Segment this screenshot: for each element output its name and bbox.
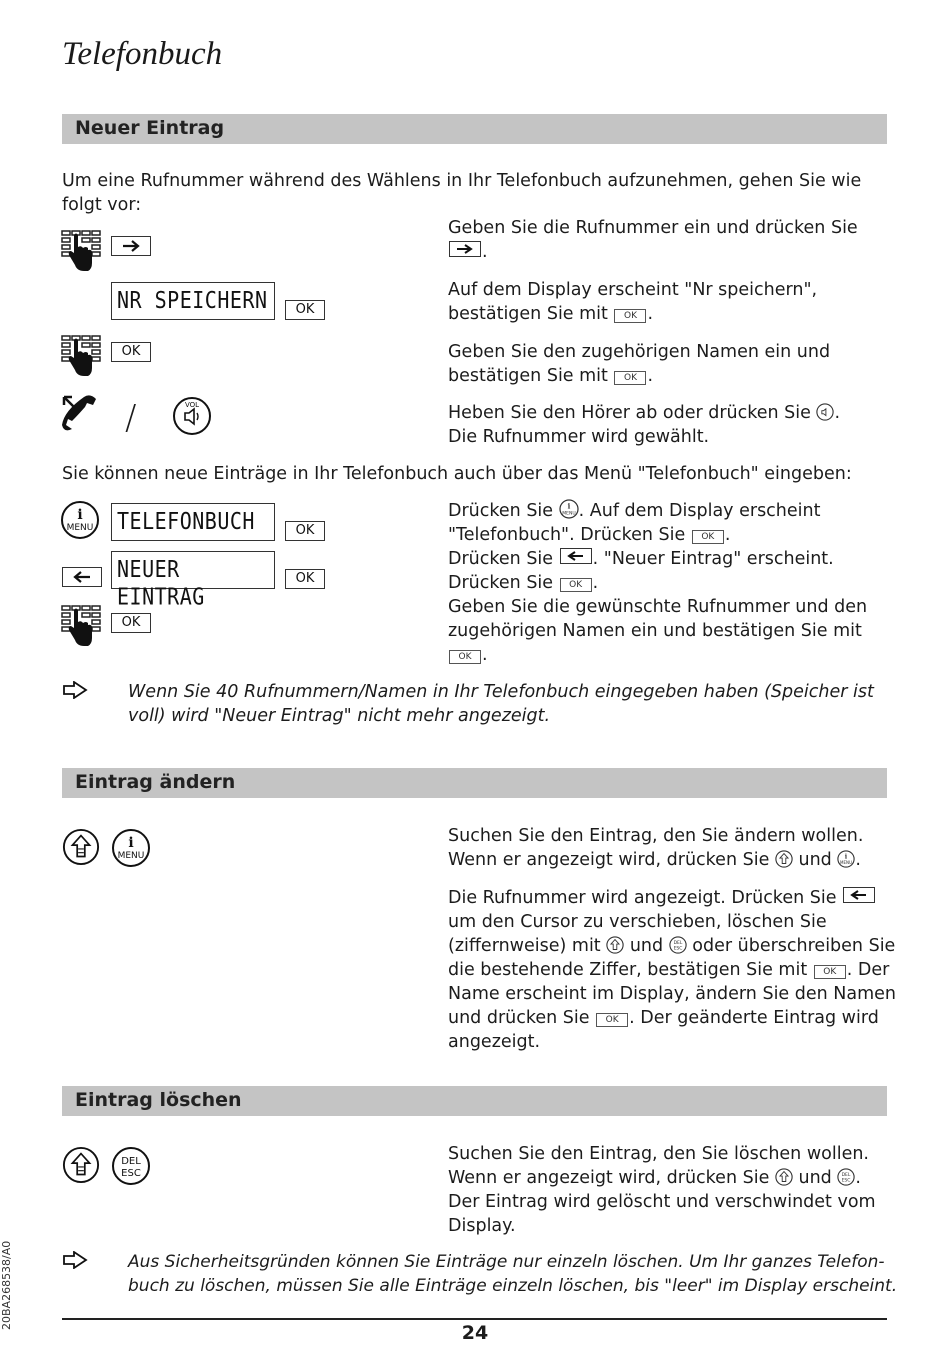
aendern-paragraph-2: [448, 886, 896, 1054]
ok-key-icon: OK: [560, 578, 592, 592]
note-line: voll) wird "Neuer Eintrag" nicht mehr angezeigt.: [128, 706, 551, 726]
svg-text:ESC: ESC: [673, 946, 683, 952]
phonebook-up-icon: [775, 1168, 793, 1186]
step-text: um den Cursor zu verschieben, löschen Sie: [448, 912, 827, 932]
step-text: Drücken Sie: [448, 501, 554, 521]
section-header-eintrag-aendern: [62, 768, 887, 798]
step-enter-name: Geben Sie den zugehörigen Namen ein und bestätigen Sie mit OK .: [448, 342, 831, 386]
display-text: NR SPEICHERN: [117, 286, 268, 314]
arrow-right-key-icon: [449, 241, 481, 257]
menu-info-icon: [837, 850, 855, 868]
arrow-right-icon: [121, 239, 141, 253]
svg-text:MENU: MENU: [561, 511, 576, 517]
intro-line: Um eine Rufnummer während des Wählens in Ihr Telefonbuch aufzunehmen, gehen Sie wie: [62, 171, 862, 191]
step-text: Display.: [448, 1216, 516, 1236]
note-line: Aus Sicherheitsgründen können Sie Einträge nur einzeln löschen. Um Ihr ganzes Telefon-: [128, 1252, 885, 1272]
aendern-paragraph-1: Suchen Sie den Eintrag, den Sie ändern wollen. Wenn er angezeigt wird, drücken Sie und i MENU .: [448, 826, 864, 870]
phonebook-up-icon: [606, 936, 624, 954]
step-text: Suchen Sie den Eintrag, den Sie ändern wollen.: [448, 826, 864, 846]
step-text: Drücken Sie: [448, 549, 554, 569]
menu-info-icon: [559, 499, 579, 519]
intro-line: folgt vor:: [62, 195, 142, 215]
display-telefonbuch: [111, 503, 275, 541]
arrow-left-icon: [72, 570, 92, 584]
step-text: angezeigt.: [448, 1032, 541, 1052]
phonebook-up-icon[interactable]: [62, 1146, 100, 1184]
handset-icon[interactable]: [60, 393, 100, 433]
svg-text:i: i: [845, 853, 848, 861]
step-text: Die Rufnummer wird angezeigt. Drücken Sie: [448, 888, 837, 908]
step-text: Name erscheint im Display, ändern Sie den Namen: [448, 984, 897, 1004]
footer-rule: [62, 1318, 887, 1320]
page-title: Telefonbuch: [62, 36, 223, 72]
svg-text:DEL: DEL: [673, 941, 683, 947]
step-enter-number: [448, 216, 858, 264]
step-text: . Der: [846, 960, 890, 980]
step-text: Wenn er angezeigt wird, drücken Sie: [448, 850, 770, 870]
volume-speaker-icon[interactable]: [172, 396, 212, 436]
step-text: Der Eintrag wird gelöscht und verschwindet vom: [448, 1192, 876, 1212]
step-text: Wenn er angezeigt wird, drücken Sie: [448, 1168, 770, 1188]
step-text: Auf dem Display erscheint "Nr speichern",: [448, 280, 818, 300]
arrow-left-key-icon: [843, 887, 875, 903]
del-esc-icon: [837, 1168, 855, 1186]
step-text: . Der geänderte Eintrag wird: [629, 1008, 879, 1028]
step-text: und: [798, 850, 832, 870]
step-text: . Auf dem Display erscheint: [578, 501, 821, 521]
display-text: TELEFONBUCH: [117, 507, 255, 535]
intro-paragraph: [62, 169, 861, 217]
svg-text:MENU: MENU: [117, 851, 145, 861]
menu-steps: Drücken Sie i MENU . Auf dem Display erscheint "Telefonbuch". Drücken Sie OK . Drücken Sie . "Neuer Eintrag" erscheint. Drücken Sie OK . Geben Sie die gewünschte Rufnummer und den zugehörigen Namen ein und bestätigen Sie mit OK .: [448, 501, 868, 665]
svg-text:VOL: VOL: [184, 401, 200, 409]
arrow-left-button[interactable]: [62, 567, 102, 587]
step-confirm-save: Auf dem Display erscheint "Nr speichern", bestätigen Sie mit OK .: [448, 280, 818, 324]
note-memory-full: [128, 680, 874, 728]
step-text: Geben Sie die gewünschte Rufnummer und den: [448, 597, 868, 617]
keypad-hand-icon: [60, 229, 102, 275]
step-text: Geben Sie den zugehörigen Namen ein und: [448, 342, 831, 362]
arrow-left-key-icon: [560, 548, 592, 564]
ok-button[interactable]: OK: [111, 613, 151, 633]
display-nr-speichern: [111, 282, 275, 320]
document-code: 20BA268538/A0: [0, 1240, 13, 1330]
ok-key-icon: OK: [614, 309, 646, 323]
del-esc-icon[interactable]: [111, 1146, 151, 1186]
section-heading: Eintrag ändern: [75, 771, 236, 793]
page-number: 24: [461, 1322, 489, 1344]
arrow-right-button[interactable]: [111, 236, 151, 256]
svg-text:ESC: ESC: [841, 1178, 851, 1184]
step-text: die bestehende Ziffer, bestätigen Sie mit: [448, 960, 808, 980]
note-pointer-icon: [62, 681, 88, 699]
step-text: oder überschreiben Sie: [692, 936, 896, 956]
ok-key-icon: OK: [614, 371, 646, 385]
loeschen-paragraph: Suchen Sie den Eintrag, den Sie löschen wollen. Wenn er angezeigt wird, drücken Sie und DEL ESC . Der Eintrag wird gelöscht und verschwindet vom Display.: [448, 1144, 876, 1236]
section-heading: Neuer Eintrag: [75, 117, 225, 139]
note-pointer-icon: [62, 1251, 88, 1269]
section-heading: Eintrag löschen: [75, 1089, 242, 1111]
del-esc-icon: [669, 936, 687, 954]
separator-slash: /: [125, 398, 137, 438]
step-text: und: [629, 936, 664, 956]
menu-intro: Sie können neue Einträge in Ihr Telefonbuch auch über das Menü "Telefonbuch" eingeben:: [62, 464, 852, 484]
step-text: .: [482, 242, 488, 262]
step-text: und drücken Sie: [448, 1008, 590, 1028]
step-text: bestätigen Sie mit: [448, 304, 608, 324]
display-text: NEUER EINTRAG: [117, 555, 205, 611]
ok-key-icon: OK: [814, 965, 846, 979]
menu-info-icon[interactable]: [111, 828, 151, 868]
phonebook-up-icon[interactable]: [62, 828, 100, 866]
svg-text:MENU: MENU: [840, 859, 853, 865]
step-text: Geben Sie die Rufnummer ein und drücken Sie: [448, 218, 858, 238]
ok-button[interactable]: OK: [111, 342, 151, 362]
note-line: buch zu löschen, müssen Sie alle Einträge einzeln löschen, bis "leer" im Display erscheint.: [128, 1276, 898, 1296]
ok-button[interactable]: OK: [285, 521, 325, 541]
step-text: . "Neuer Eintrag" erscheint.: [592, 549, 834, 569]
svg-text:DEL: DEL: [121, 1156, 141, 1167]
svg-text:i: i: [567, 501, 570, 511]
display-neuer-eintrag: [111, 551, 275, 611]
ok-key-icon: OK: [449, 650, 481, 664]
keypad-hand-icon: [60, 334, 102, 380]
keypad-hand-icon: [60, 604, 102, 650]
step-text: Die Rufnummer wird gewählt.: [448, 427, 710, 447]
phonebook-up-icon: [775, 850, 793, 868]
ok-key-icon: OK: [692, 530, 724, 544]
ok-button[interactable]: OK: [285, 300, 325, 320]
note-delete-individually: [128, 1250, 897, 1298]
step-dial: Heben Sie den Hörer ab oder drücken Sie . Die Rufnummer wird gewählt.: [448, 403, 841, 447]
step-text: (ziffernweise) mit: [448, 936, 601, 956]
svg-text:MENU: MENU: [66, 523, 94, 533]
volume-speaker-icon: [816, 403, 834, 421]
svg-text:i: i: [77, 507, 83, 523]
step-text: "Telefonbuch". Drücken Sie: [448, 525, 686, 545]
section-header-neuer-eintrag: [62, 114, 887, 144]
svg-text:i: i: [128, 835, 134, 851]
ok-key-icon: OK: [596, 1013, 628, 1027]
ok-button[interactable]: OK: [285, 569, 325, 589]
svg-text:ESC: ESC: [121, 1168, 141, 1179]
step-text: Drücken Sie: [448, 573, 554, 593]
step-text: Suchen Sie den Eintrag, den Sie löschen wollen.: [448, 1144, 869, 1164]
menu-info-icon[interactable]: [60, 500, 100, 540]
svg-text:DEL: DEL: [841, 1173, 851, 1179]
section-header-eintrag-loeschen: [62, 1086, 887, 1116]
step-text: zugehörigen Namen ein und bestätigen Sie mit: [448, 621, 862, 641]
step-text: Heben Sie den Hörer ab oder drücken Sie: [448, 403, 811, 423]
step-text: bestätigen Sie mit: [448, 366, 608, 386]
note-line: Wenn Sie 40 Rufnummern/Namen in Ihr Telefonbuch eingegeben haben (Speicher ist: [128, 682, 874, 702]
step-text: und: [798, 1168, 832, 1188]
